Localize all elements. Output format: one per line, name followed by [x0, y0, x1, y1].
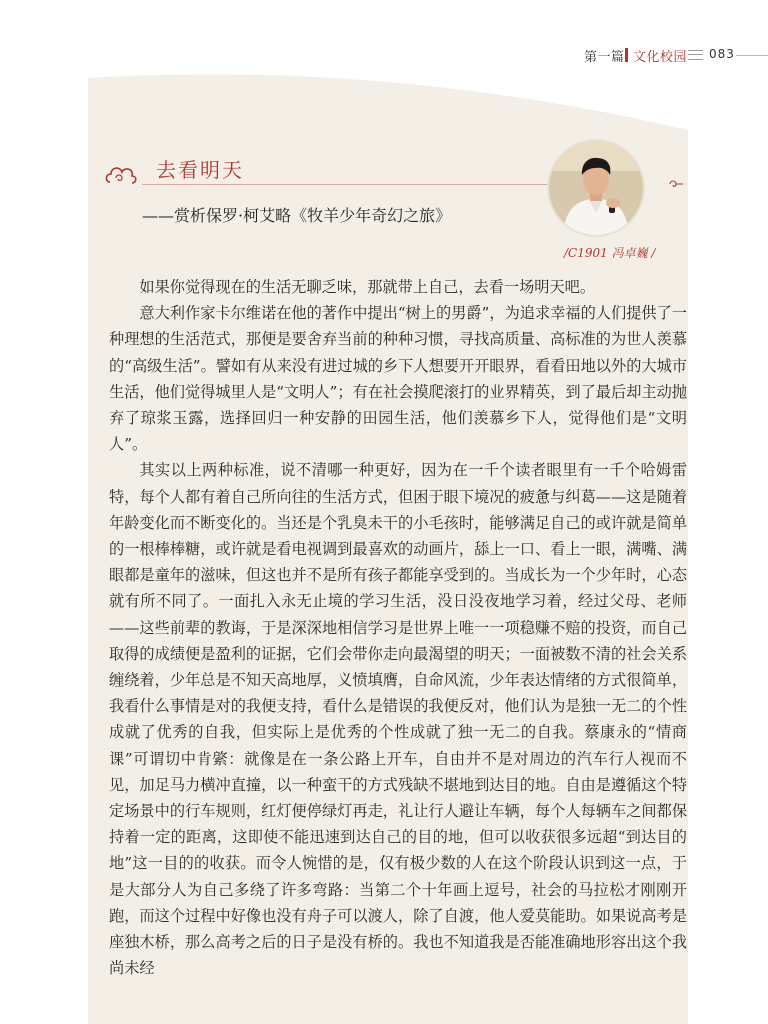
section-label: 第一篇 — [584, 50, 625, 65]
cloud-ornament-icon — [104, 162, 140, 188]
title-rule — [142, 184, 582, 185]
article-body — [109, 274, 687, 981]
author-photo — [547, 139, 645, 237]
header-rule — [736, 55, 768, 56]
paragraph: 其实以上两种标准，说不清哪一种更好，因为在一千个读者眼里有一千个哈姆雷特，每个人都有着自己所向往的生活方式，但困于眼下境况的疲惫与纠葛——这是随着年龄变化而不断变化的。当还是个乳臭未干的小毛孩时，能够满足自己的或许就是简单的一根棒棒糖，或许就是看电视调到最喜欢的动画片，舔上一口、看上一眼，满嘴、满眼都是童年的滋味，但这也并不是所有孩子都能享受到的。当成长为一个少年时，心态就有所不同了。一面扎入永无止境的学习生活，没日没夜地学习着，经过父母、老师——这些前辈的教诲，于是深深地相信学习是世界上唯一一项稳赚不赔的投资，而自己取得的成绩便是盈利的证据，它们会带你走向最渴望的明天；一面被数不清的社会关系缠绕着，少年总是不知天高地厚，义愤填膺，自命风流，少年表达情绪的方式很简单，我看什么事情是对的我便支持，看什么是错误的我便反对，他们认为是独一无二的个性成就了优秀的自我，但实际上是优秀的个性成就了独一无二的自我。蔡康永的“情商课”可谓切中肯綮：就像是在一条公路上开车，自由并不是对周边的汽车行人视而不见，加足马力横冲直撞，以一种蛮干的方式残缺不堪地到达目的地。自由是遵循这个特定场景中的行车规则，红灯便停绿灯再走，礼让行人避让车辆，每个人每辆车之间都保持着一定的距离，这即使不能迅速到达自己的目的地，但可以收获很多远超“到达目的地”这一目的的收获。而令人惋惜的是，仅有极少数的人在这个阶段认识到这一点，于是大部分人为自己多绕了许多弯路：当第二个十年画上逗号，社会的马拉松才刚刚开跑，而这个过程中好像也没有舟子可以渡人，除了自渡，他人爱莫能助。如果说高考是座独木桥，那么高考之后的日子是没有桥的。我也不知道我是否能准确地形容出这个我尚未经 — [109, 461, 687, 978]
paragraph: 如果你觉得现在的生活无聊乏味，那就带上自己，去看一场明天吧。 — [139, 278, 596, 296]
page-number: 083 — [709, 47, 735, 61]
page-header — [0, 46, 768, 68]
article-title: 去看明天 — [156, 158, 244, 182]
author-portrait-icon — [549, 141, 643, 235]
swirl-ornament-icon — [668, 178, 684, 190]
category-label: 文化校园 — [633, 50, 688, 65]
author-byline: /C1901 冯卓巍 / — [564, 246, 656, 260]
header-lines-icon — [688, 50, 703, 60]
paragraph: 意大利作家卡尔维诺在他的著作中提出“树上的男爵”，为追求幸福的人们提供了一种理想的生活范式，那便是要舍弃当前的种种习惯，寻找高质量、高标准的为世人羡慕的“高级生活”。譬如有从来没有进过城的乡下人想要开开眼界，看看田地以外的大城市生活，他们觉得城里人是“文明人”；有在社会摸爬滚打的业界精英，到了最后却主动抛弃了琼浆玉露，选择回归一种安静的田园生活，他们羡慕乡下人，觉得他们是“文明人”。 — [109, 304, 687, 454]
article-subtitle: ——赏析保罗·柯艾略《牧羊少年奇幻之旅》 — [142, 206, 452, 225]
header-divider-bar — [625, 48, 628, 62]
